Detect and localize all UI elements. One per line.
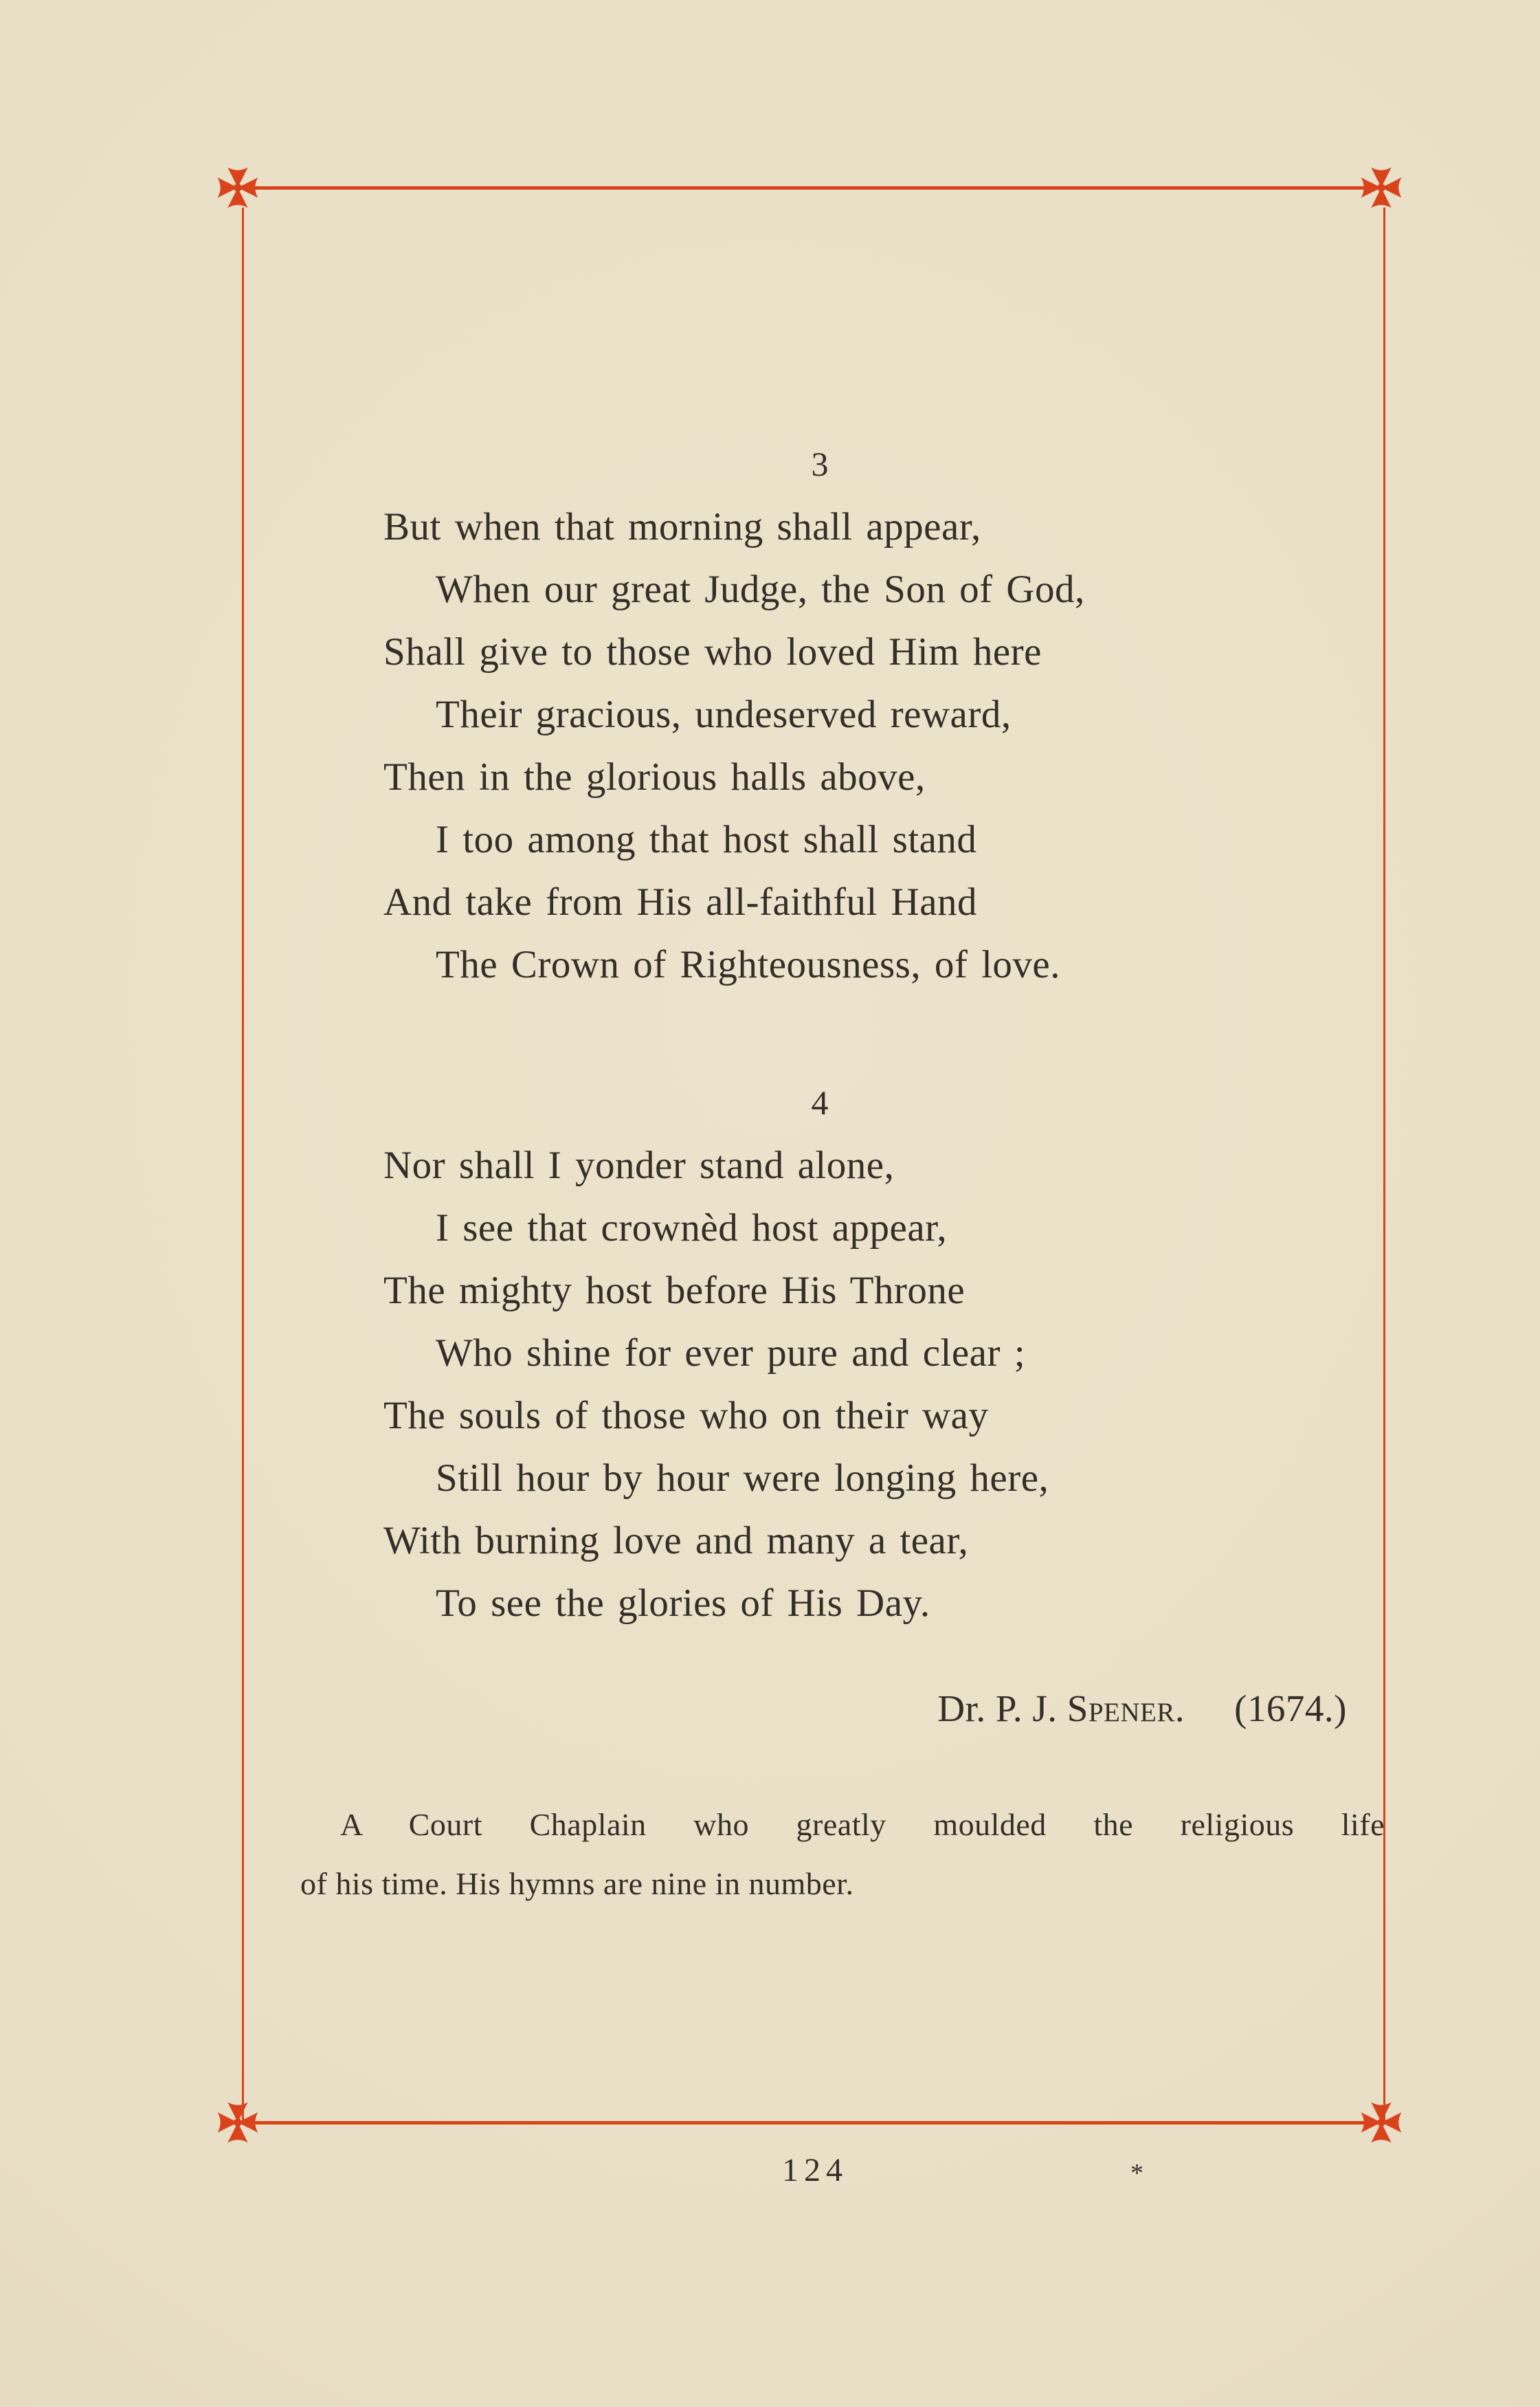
maltese-cross-icon	[1359, 2100, 1403, 2144]
poem-line: With burning love and many a tear,	[383, 1519, 969, 1562]
footnote-line: of his time. His hymns are nine in number.	[300, 1866, 854, 1901]
author-attribution	[937, 1677, 1347, 1740]
maltese-cross-icon	[216, 166, 260, 210]
footnote	[300, 1795, 1385, 1914]
print-mark: *	[1130, 2159, 1143, 2188]
poem-line: The mighty host before His Throne	[383, 1269, 966, 1312]
poem-line: Still hour by hour were longing here,	[436, 1456, 1049, 1500]
poem-line: Nor shall I yonder stand alone,	[383, 1144, 895, 1187]
attribution-year: (1674.)	[1234, 1687, 1347, 1729]
border-top-rule	[238, 186, 1383, 190]
poem-line: When our great Judge, the Son of God,	[436, 568, 1085, 611]
author-prefix: Dr. P. J.	[937, 1687, 1067, 1729]
poem-line: I too among that host shall stand	[436, 818, 977, 861]
poem-line: Who shine for ever pure and clear ;	[436, 1331, 1026, 1375]
poem-line: Their gracious, undeserved reward,	[436, 693, 1012, 736]
stanza-number: 4	[811, 1083, 829, 1122]
maltese-cross-icon	[216, 2100, 260, 2144]
poem-line: But when that morning shall appear,	[383, 505, 981, 548]
hymn-text	[383, 433, 1256, 1634]
author-name: Spener.	[1067, 1687, 1185, 1729]
border-bottom-rule	[238, 2121, 1383, 2125]
poem-line: Shall give to those who loved Him here	[383, 630, 1042, 674]
footnote-line: A Court Chaplain who greatly moulded the religious life	[340, 1807, 1385, 1842]
poem-line: To see the glories of His Day.	[436, 1582, 930, 1625]
maltese-cross-icon	[1359, 166, 1403, 210]
stanza-3	[383, 433, 1256, 996]
poem-line: And take from His all-faithful Hand	[383, 880, 978, 924]
poem-line: The souls of those who on their way	[383, 1394, 989, 1437]
stanza-number: 3	[811, 445, 829, 483]
stanza-4	[383, 1072, 1256, 1634]
poem-line: The Crown of Righteousness, of love.	[436, 943, 1060, 986]
border-left-rule	[242, 208, 244, 2121]
poem-line: I see that crownèd host appear,	[436, 1206, 948, 1250]
poem-line: Then in the glorious halls above,	[383, 755, 926, 799]
page-number: 124	[782, 2152, 848, 2188]
